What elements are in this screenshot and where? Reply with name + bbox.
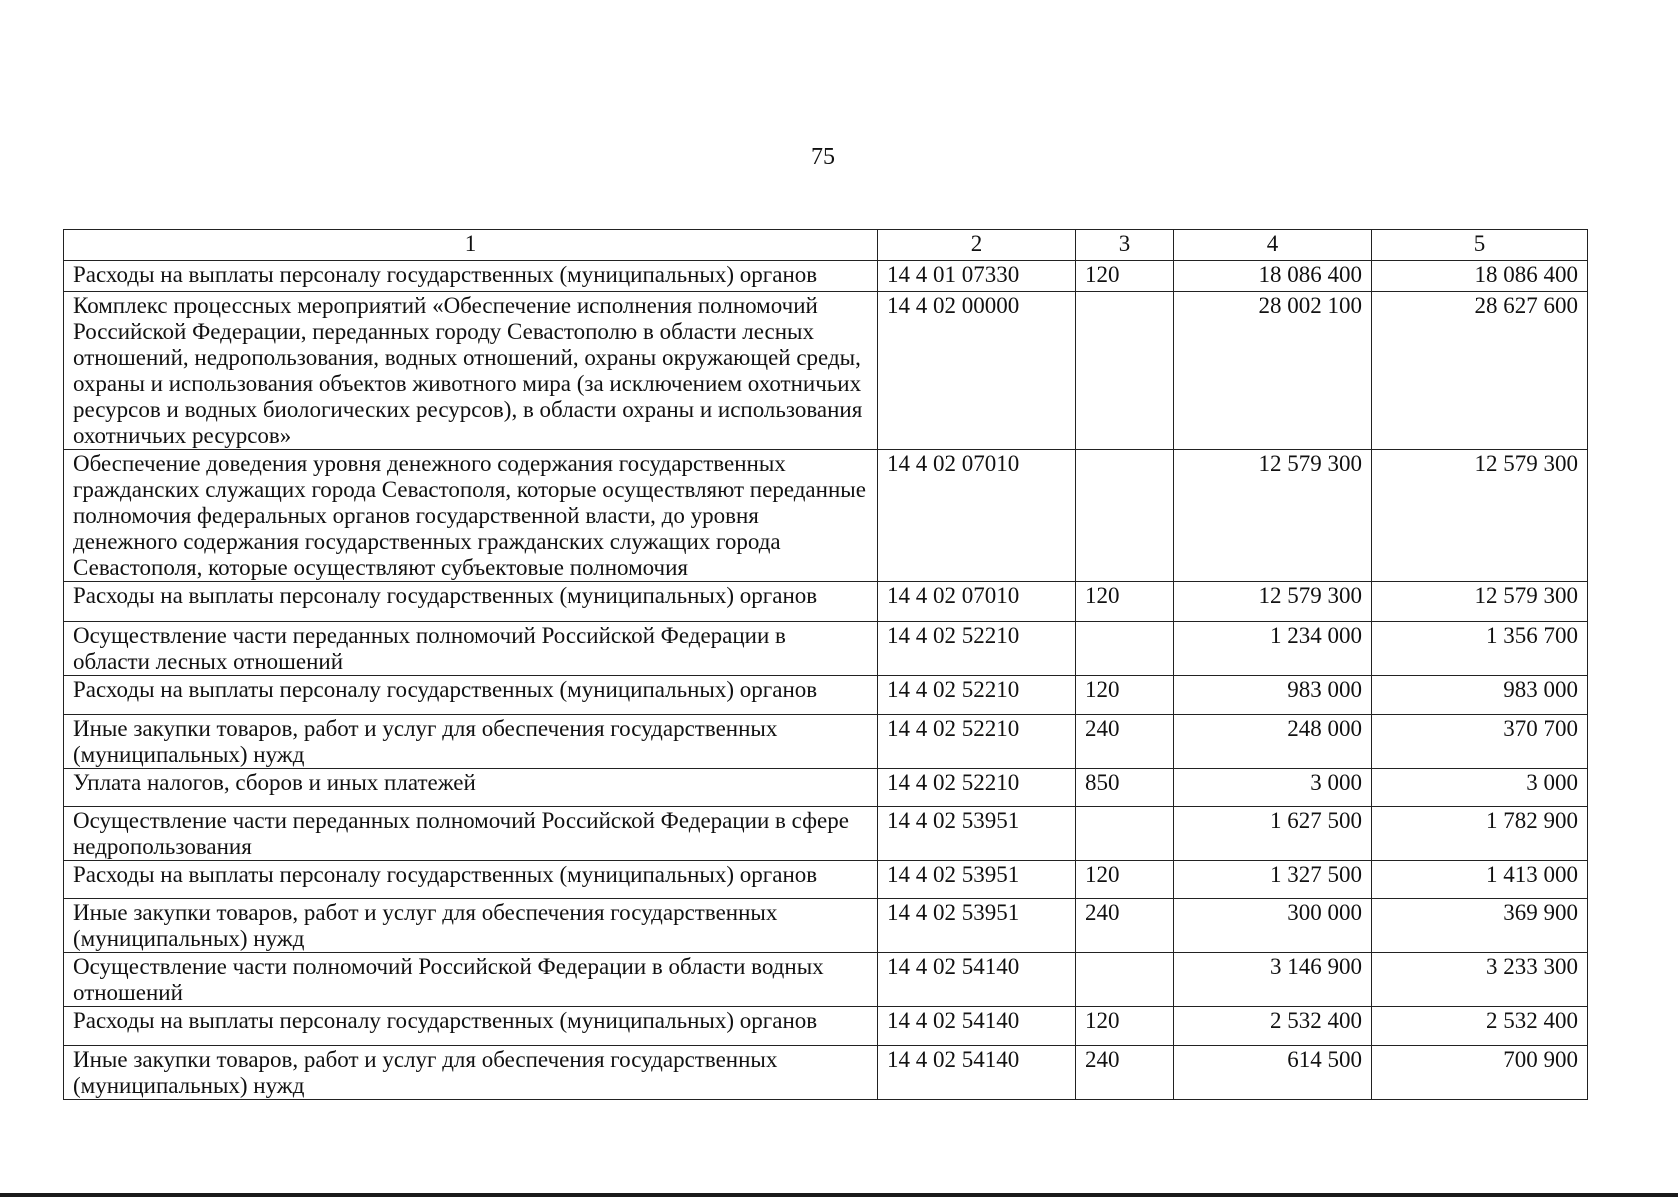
- row-code: 14 4 02 52210: [878, 622, 1076, 676]
- row-amount-col5: 700 900: [1372, 1046, 1588, 1100]
- budget-table: [63, 229, 1588, 1100]
- row-amount-col4: 248 000: [1174, 715, 1372, 769]
- row-name: Расходы на выплаты персоналу государственных (муниципальных) органов: [64, 1007, 878, 1046]
- row-amount-col5: 3 000: [1372, 769, 1588, 807]
- row-name: Уплата налогов, сборов и иных платежей: [64, 769, 878, 807]
- row-expense-type: 120: [1076, 1007, 1174, 1046]
- row-expense-type: [1076, 807, 1174, 861]
- table-body: [64, 261, 1588, 1100]
- row-amount-col5: 1 782 900: [1372, 807, 1588, 861]
- table-row: [64, 622, 1588, 676]
- row-amount-col4: 18 086 400: [1174, 261, 1372, 292]
- row-amount-col5: 983 000: [1372, 676, 1588, 715]
- row-expense-type: 120: [1076, 261, 1174, 292]
- row-amount-col5: 1 356 700: [1372, 622, 1588, 676]
- row-code: 14 4 02 53951: [878, 807, 1076, 861]
- row-code: 14 4 02 53951: [878, 899, 1076, 953]
- table-row: [64, 1007, 1588, 1046]
- row-name: Расходы на выплаты персоналу государственных (муниципальных) органов: [64, 261, 878, 292]
- header-col-5: 5: [1372, 230, 1588, 261]
- row-code: 14 4 02 07010: [878, 450, 1076, 582]
- row-expense-type: [1076, 450, 1174, 582]
- table-row: [64, 676, 1588, 715]
- header-col-2: 2: [878, 230, 1076, 261]
- row-name: Расходы на выплаты персоналу государственных (муниципальных) органов: [64, 676, 878, 715]
- row-name: Иные закупки товаров, работ и услуг для обеспечения государственных (муниципальных) нужд: [64, 899, 878, 953]
- row-expense-type: [1076, 622, 1174, 676]
- table-row: [64, 953, 1588, 1007]
- row-amount-col4: 12 579 300: [1174, 582, 1372, 622]
- row-amount-col4: 28 002 100: [1174, 292, 1372, 450]
- row-code: 14 4 02 53951: [878, 861, 1076, 899]
- row-amount-col5: 12 579 300: [1372, 582, 1588, 622]
- row-amount-col4: 3 146 900: [1174, 953, 1372, 1007]
- row-amount-col5: 18 086 400: [1372, 261, 1588, 292]
- row-amount-col5: 12 579 300: [1372, 450, 1588, 582]
- row-code: 14 4 02 54140: [878, 1007, 1076, 1046]
- row-amount-col5: 2 532 400: [1372, 1007, 1588, 1046]
- header-col-1: 1: [64, 230, 878, 261]
- table-row: [64, 292, 1588, 450]
- row-code: 14 4 02 00000: [878, 292, 1076, 450]
- row-name: Иные закупки товаров, работ и услуг для обеспечения государственных (муниципальных) нужд: [64, 1046, 878, 1100]
- row-amount-col5: 3 233 300: [1372, 953, 1588, 1007]
- row-amount-col5: 28 627 600: [1372, 292, 1588, 450]
- row-code: 14 4 02 07010: [878, 582, 1076, 622]
- row-amount-col5: 370 700: [1372, 715, 1588, 769]
- row-code: 14 4 02 54140: [878, 1046, 1076, 1100]
- row-expense-type: 120: [1076, 676, 1174, 715]
- row-expense-type: 240: [1076, 1046, 1174, 1100]
- row-expense-type: 120: [1076, 582, 1174, 622]
- row-expense-type: 240: [1076, 899, 1174, 953]
- table-row: [64, 1046, 1588, 1100]
- row-code: 14 4 02 54140: [878, 953, 1076, 1007]
- table-row: [64, 861, 1588, 899]
- row-code: 14 4 02 52210: [878, 715, 1076, 769]
- row-name: Иные закупки товаров, работ и услуг для обеспечения государственных (муниципальных) нужд: [64, 715, 878, 769]
- row-amount-col4: 983 000: [1174, 676, 1372, 715]
- row-expense-type: [1076, 953, 1174, 1007]
- table-row: [64, 582, 1588, 622]
- row-amount-col4: 300 000: [1174, 899, 1372, 953]
- row-name: Обеспечение доведения уровня денежного содержания государственных гражданских служащих города Севастополя, которые осуществляют переданные полномочия федеральных органов государственной власти, до уровня денежного содержания государственных гражданских служащих города Севастополя, которые осуществляют субъектовые полномочия: [64, 450, 878, 582]
- row-amount-col4: 2 532 400: [1174, 1007, 1372, 1046]
- row-amount-col4: 614 500: [1174, 1046, 1372, 1100]
- table-row: [64, 261, 1588, 292]
- row-amount-col4: 12 579 300: [1174, 450, 1372, 582]
- row-expense-type: [1076, 292, 1174, 450]
- table-row: [64, 807, 1588, 861]
- header-col-4: 4: [1174, 230, 1372, 261]
- table-header-row: [64, 230, 1588, 261]
- row-amount-col4: 1 234 000: [1174, 622, 1372, 676]
- row-name: Расходы на выплаты персоналу государственных (муниципальных) органов: [64, 861, 878, 899]
- table-row: [64, 450, 1588, 582]
- row-amount-col5: 369 900: [1372, 899, 1588, 953]
- row-name: Комплекс процессных мероприятий «Обеспечение исполнения полномочий Российской Федерации, переданных городу Севастополю в области лесных отношений, недропользования, водных отношений, охраны окружающей среды, охраны и использования объектов животного мира (за исключением охотничьих ресурсов и водных биологических ресурсов), в области охраны и использования охотничьих ресурсов»: [64, 292, 878, 450]
- page-number: 75: [811, 144, 835, 170]
- row-name: Осуществление части переданных полномочий Российской Федерации в сфере недропользования: [64, 807, 878, 861]
- row-amount-col5: 1 413 000: [1372, 861, 1588, 899]
- row-amount-col4: 1 627 500: [1174, 807, 1372, 861]
- table-row: [64, 899, 1588, 953]
- row-amount-col4: 1 327 500: [1174, 861, 1372, 899]
- row-amount-col4: 3 000: [1174, 769, 1372, 807]
- row-expense-type: 240: [1076, 715, 1174, 769]
- row-name: Осуществление части полномочий Российской Федерации в области водных отношений: [64, 953, 878, 1007]
- row-expense-type: 850: [1076, 769, 1174, 807]
- bottom-edge-rule: [0, 1193, 1678, 1197]
- row-code: 14 4 02 52210: [878, 676, 1076, 715]
- table-row: [64, 769, 1588, 807]
- row-name: Осуществление части переданных полномочий Российской Федерации в области лесных отношений: [64, 622, 878, 676]
- row-code: 14 4 02 52210: [878, 769, 1076, 807]
- header-col-3: 3: [1076, 230, 1174, 261]
- table-row: [64, 715, 1588, 769]
- row-code: 14 4 01 07330: [878, 261, 1076, 292]
- row-expense-type: 120: [1076, 861, 1174, 899]
- row-name: Расходы на выплаты персоналу государственных (муниципальных) органов: [64, 582, 878, 622]
